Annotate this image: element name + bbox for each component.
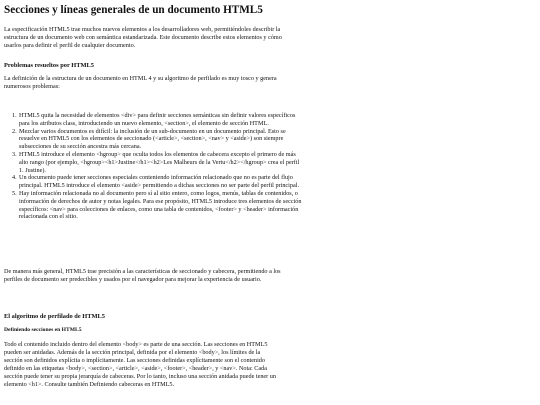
list-item-number: 2. — [12, 127, 17, 135]
list-item — [12, 127, 302, 151]
list-item — [12, 174, 302, 190]
list-item-text: Un documento puede tener secciones especiales conteniendo información relacionado que no es parte del flujo principal. HTML5 introduce el elemento <aside> permitiendo a dichas secciones no ser parte del perfil principal. — [19, 174, 299, 190]
problems-list — [12, 112, 302, 221]
list-item-text: Mezclar varios documentos es difícil: la inclusión de un sub-documento en un documento principal. Esto se resuelve en HTML5 con los elementos de seccionado (<article>, <section>, <nav> y <aside>) son siempre subsecciones de su sección ancestra más cercana. — [19, 127, 286, 151]
subsection-heading-defining-sections: Definiendo secciones en HTML5 — [4, 327, 82, 333]
list-item — [12, 150, 302, 174]
section-heading-algorithm: El algoritmo de perfilado de HTML5 — [4, 313, 106, 320]
defining-sections-paragraph: Todo el contenido incluido dentro del elemento <body> es parte de una sección. Las secciones en HTML5 pueden ser anidadas. Además de la sección principal, definida por el elemento <body>, los límites de la sección son definidos explícita o implícitamente. Las secciones definidas explícitamente son el contenido definido en las etiquetas <body>, <section>, <article>, <aside>, <footer>, <header>, y <nav>. Nota: Cada sección puede tener su propia jerarquía de cabeceras. Por lo tanto, incluso una sección anidada puede tener un elemento <h1>. Consulte también Definiendo cabeceras en HTML5. — [4, 341, 276, 389]
problems-closing-paragraph: De manera más general, HTML5 trae precisión a las características de seccionado y cabecera, permitiendo a los perfiles de documento ser predecibles y usados por el navegador para mejorar la experiencia de usuario. — [4, 268, 281, 284]
page-title: Secciones y líneas generales de un documento HTML5 — [4, 4, 263, 16]
list-item-number: 3. — [12, 150, 17, 158]
list-item — [12, 112, 302, 128]
list-item — [12, 189, 302, 221]
list-item-text: Hay información relacionada no al documento pero sí al sitio entero, como logos, menús, tablas de contenidos, o información de derechos de autor y notas legales. Para ese propósito, HTML5 introduce tres elementos de sección específicos: <nav> para colecciones de enlaces, como una tabla de contenidos, <footer> y <header> información relacionada con el sitio. — [19, 189, 302, 221]
section-heading-problems: Problemas resueltos por HTML5 — [4, 62, 94, 69]
list-item-text: HTML5 quita la necesidad de elementos <div> para definir secciones semánticas sin definir valores específicos para los atributos class, introduciendo un nuevo elemento, <section>, el elemento de sección HTML. — [19, 112, 296, 127]
list-item-number: 4. — [12, 174, 17, 182]
list-item-number: 1. — [12, 112, 17, 119]
list-item-number: 5. — [12, 189, 17, 197]
list-item-text: HTML5 introduce el elemento <hgroup> que oculta todos los elementos de cabecera excepto el primero de más alto rango (por ejemplo, <hgroup><h1>Justine</h1><h2>Les Malheurs de la Vertu</h2></hgroup> crea el perfil 1. Justine). — [19, 150, 300, 174]
intro-paragraph: La especificación HTML5 trae muchos nuevos elementos a los desarrolladores web, permitiéndoles describir la estructura de un documento web con semántica estandarizada. Este documento describe estos elementos y cómo usarlos para definir el perfil de cualquier documento. — [4, 26, 282, 50]
problems-lead-paragraph: La definición de la estructura de un documento en HTML 4 y su algoritmo de perfilado es muy tosco y genera numerosos problemas: — [4, 75, 277, 91]
